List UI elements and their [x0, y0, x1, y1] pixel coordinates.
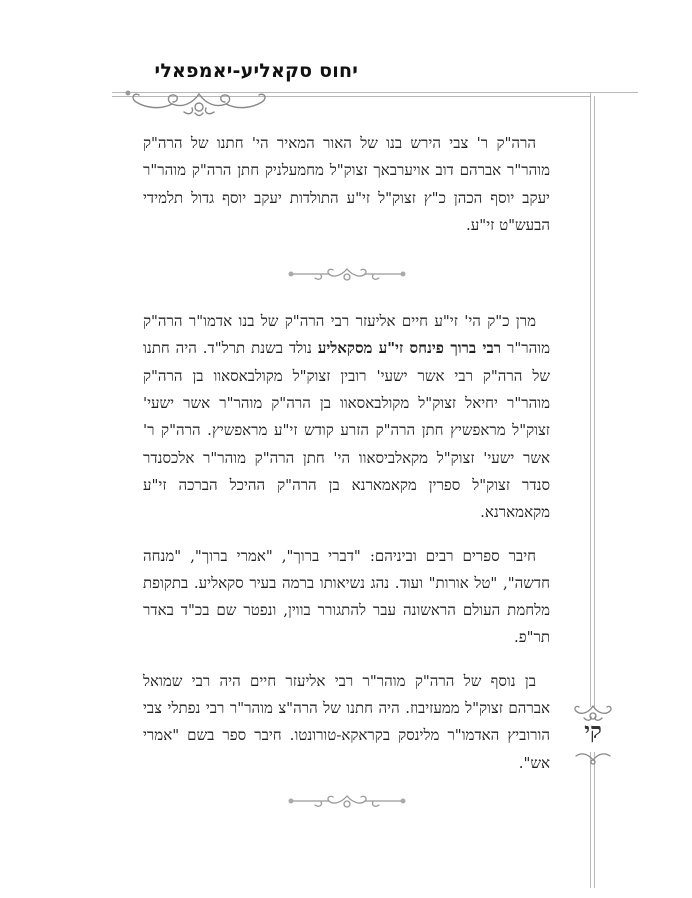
paragraph-2-body: נולד בשנת תרל"ד. היה חתנו של הרה"ק רבי אשר ישעי' רובין זצוק"ל מקולבאסאוו בן הרה"ק מוהר"ר יחיאל זצוק"ל מקולבאסאוו בן הרה"ק מוהר"ר אשר ישעי' זצוק"ל מראפשיץ חתן הרה"ק הזרע קודש זי"ע מראפשיץ. הרה"ק ר' אשר ישעי' זצוק"ל מקאלביסאוו הי' חתן הרה"ק מוהר"ר אלכסנדר סנדר זצוק"ל ספרין מקאמארנא בן הרה"ק ההיכל הברכה זי"ע מקאמארנא. — [143, 339, 550, 522]
page-number: קי — [584, 718, 602, 744]
margin-vertical-rule-double — [594, 96, 595, 707]
paragraph-1: הרה"ק ר' צבי הירש בנו של האור המאיר הי' חתנו של הרה"ק מוהר"ר אברהם דוב אויערבאך זצוק"ל מחמעלניק חתן הרה"ק מוהר"ר יעקב יוסף הכהן כ"ץ זצוק"ל זי"ע התולדות יעקב יוסף גדול תלמידי הבעש"ט זי"ע. — [143, 134, 550, 234]
divider-flourish-ornament — [285, 264, 409, 284]
paragraph-2-title: אדמו"ר הרה"ק מוהר"ר — [143, 312, 550, 358]
header-flourish-ornament — [124, 86, 274, 120]
paragraph-4: בן נוסף של הרה"ק מוהר"ר רבי אליעזר חיים היה רבי שמואל אברהם זצוק"ל ממעזיבוז. היה חתנו של הרה"צ מוהר"ר רבי נפתלי צבי הורוביץ האדמו"ר מלינסק בקראקא-טורונטו. חיבר ספר בשם "אמרי אש". — [143, 671, 550, 772]
rebbe-name-bold: רבי ברוך פינחס זי"ע מסקאליע — [317, 339, 502, 358]
margin-vertical-rule-lower — [590, 752, 591, 888]
page-number-flourish-bottom-ornament — [570, 750, 616, 766]
margin-vertical-rule — [590, 92, 591, 707]
paragraph-2 — [143, 308, 550, 526]
running-header-title: יחוס סקאליע-יאמפאלי — [154, 60, 358, 82]
margin-vertical-rule-double-lower — [594, 752, 595, 888]
article-body — [143, 130, 550, 837]
divider-flourish-bottom-ornament — [285, 791, 409, 811]
section-divider — [143, 252, 550, 296]
section-divider-bottom — [143, 781, 550, 825]
paragraph-2-lead: מרן כ"ק הי' זי"ע חיים אליעזר רבי הרה"ק של בנו — [238, 312, 536, 331]
paragraph-3: חיבר ספרים רבים וביניהם: "דברי ברוך", "אמרי ברוך", "מנחה חדשה", "טל אורות" ועוד. נהג נשיאותו ברמה בעיר סקאליע. בתקופת מלחמת העולם הראשונה עבר להתגורר בווין, ונפטר שם בכ"ד באדר תר"פ. — [143, 546, 550, 647]
